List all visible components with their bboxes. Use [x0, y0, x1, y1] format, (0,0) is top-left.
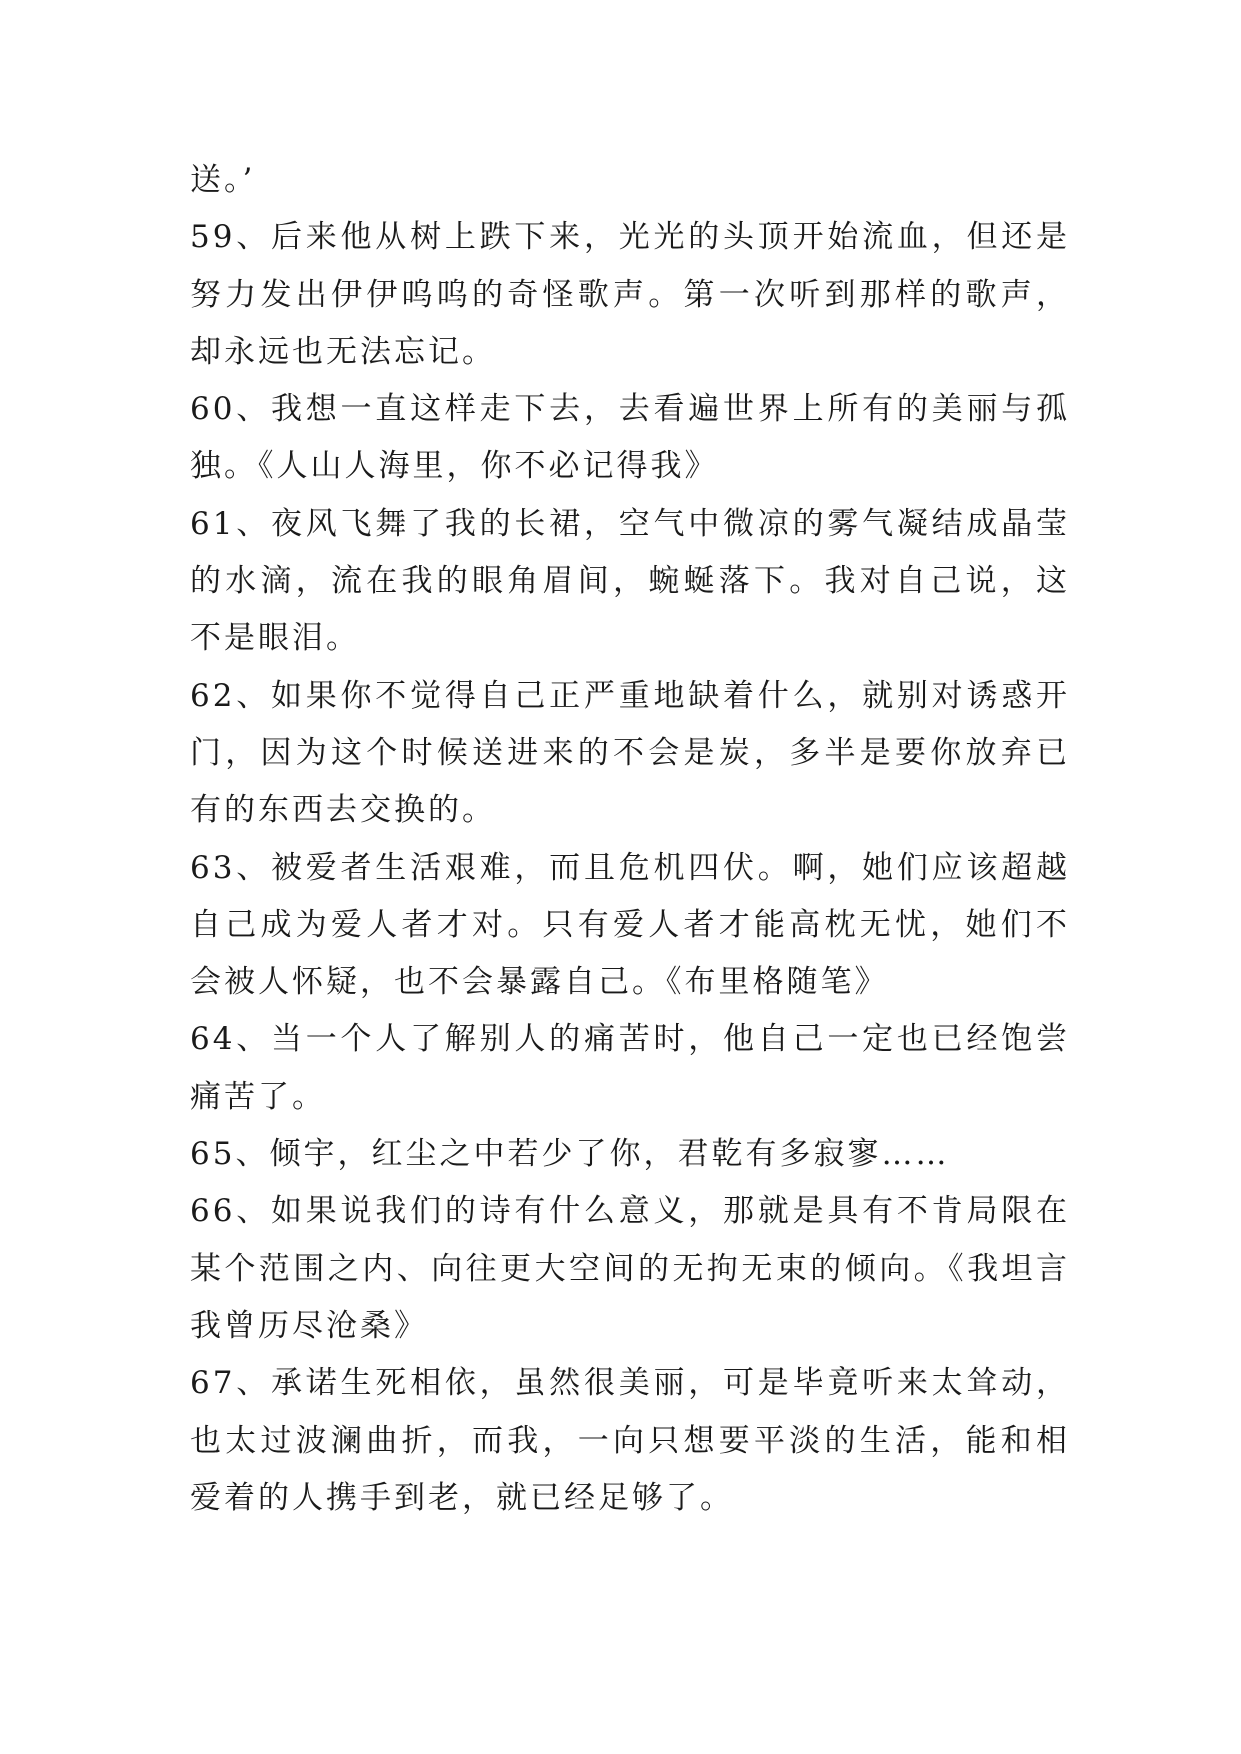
paragraph-66: 66、如果说我们的诗有什么意义，那就是具有不肯局限在某个范围之内、向往更大空间的无拘无束的倾向。《我坦言我曾历尽沧桑》 [190, 1193, 1070, 1344]
paragraph-fragment-58: 送。’ [190, 162, 256, 198]
paragraph-63: 63、被爱者生活艰难，而且危机四伏。啊，她们应该超越自己成为爱人者才对。只有爱人者才能高枕无忧，她们不会被人怀疑，也不会暴露自己。《布里格随笔》 [190, 849, 1070, 1001]
paragraph-65: 65、倾宇，红尘之中若少了你，君乾有多寂寥…… [190, 1136, 950, 1173]
paragraph-67: 67、承诺生死相依，虽然很美丽，可是毕竟听来太耸动，也太过波澜曲折，而我，一向只想要平淡的生活，能和相爱着的人携手到老，就已经足够了。 [190, 1365, 1070, 1516]
paragraph-62: 62、如果你不觉得自己正严重地缺着什么，就别对诱惑开门，因为这个时候送进来的不会是炭，多半是要你放弃已有的东西去交换的。 [190, 677, 1070, 829]
paragraph-61: 61、夜风飞舞了我的长裙，空气中微凉的雾气凝结成晶莹的水滴，流在我的眼角眉间，蜿蜒落下。我对自己说，这不是眼泪。 [190, 505, 1070, 657]
text-body [190, 152, 1070, 1527]
paragraph-59: 59、后来他从树上跌下来，光光的头顶开始流血，但还是努力发出伊伊呜呜的奇怪歌声。第一次听到那样的歌声，却永远也无法忘记。 [190, 219, 1070, 370]
paragraph-60: 60、我想一直这样走下去，去看遍世界上所有的美丽与孤独。《人山人海里，你不必记得我》 [190, 391, 1070, 485]
paragraph-64: 64、当一个人了解别人的痛苦时，他自己一定也已经饱尝痛苦了。 [190, 1021, 1070, 1115]
